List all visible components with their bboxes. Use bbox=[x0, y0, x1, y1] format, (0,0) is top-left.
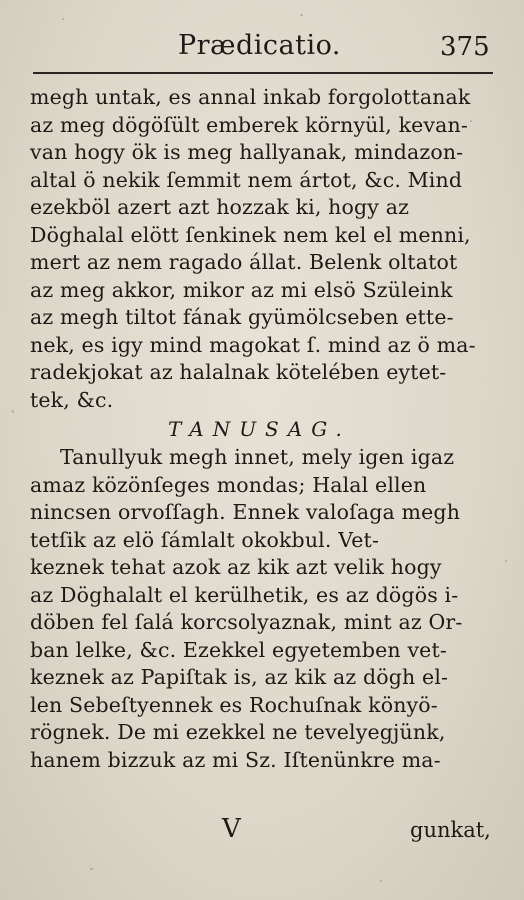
text-line: Tanullyuk megh innet, mely igen igaz bbox=[60, 445, 455, 469]
text-line: az megh tiltot fának gyümölcseben ette- bbox=[30, 305, 454, 329]
text-line: altal ö nekik ſemmit nem ártot, &c. Mind bbox=[30, 167, 463, 192]
section-heading: TANUSAG. bbox=[168, 417, 351, 441]
text-line: ban lelke, &c. Ezekkel egyetemben vet- bbox=[30, 637, 447, 662]
text-line: ezekböl azert azt hozzak ki, hogy az bbox=[30, 195, 410, 219]
page-header bbox=[0, 30, 524, 70]
text-line: van hogy ök is meg hallyanak, mindazon- bbox=[30, 140, 464, 164]
text-line: keznek tehat azok az kik azt velik hogy bbox=[30, 555, 442, 579]
text-line: amaz közönſeges mondas; Halal ellen bbox=[30, 472, 427, 497]
text-line: tetſik az elö ſámlalt okokbul. Vet- bbox=[30, 527, 380, 552]
text-line: nek, es igy mind magokat ſ. mind az ö ma- bbox=[30, 332, 476, 357]
header-rule bbox=[33, 72, 493, 74]
text-line: az Döghalalt el kerülhetik, es az dögös i- bbox=[30, 582, 459, 607]
text-line: keznek az Papiſtak is, az kik az dögh el- bbox=[30, 665, 449, 689]
text-line: Döghalal elött ſenkinek nem kel el menni, bbox=[30, 222, 471, 247]
text-line: az meg akkor, mikor az mi elsö Szüleink bbox=[30, 277, 453, 302]
text-line: radekjokat az halalnak kötelében eytet- bbox=[30, 360, 447, 384]
text-line: tek, &c. bbox=[30, 387, 114, 412]
text-line: az meg dögöſült emberek környül, kevan- bbox=[30, 112, 468, 137]
text-line: döben fel ſalá korcsolyaznak, mint az Or- bbox=[30, 610, 463, 634]
text-line: nincsen orvoſſagh. Ennek valoſaga megh bbox=[30, 500, 461, 524]
text-line: len Sebeſtyennek es Rochuſnak könyö- bbox=[30, 692, 438, 717]
page-footer bbox=[0, 814, 524, 854]
running-title: Prædicatio. bbox=[178, 30, 341, 61]
signature-mark: V bbox=[222, 814, 241, 844]
page-number: 375 bbox=[440, 32, 490, 62]
catchword: gunkat, bbox=[410, 818, 491, 842]
text-line: mert az nem ragado állat. Belenk oltatot bbox=[30, 250, 458, 274]
text-line: hanem bizzuk az mi Sz. Iſtenünkre ma- bbox=[30, 747, 441, 772]
text-line: megh untak, es annal inkab forgolottanak bbox=[30, 85, 471, 109]
body-text bbox=[30, 84, 500, 774]
text-line: rögnek. De mi ezekkel ne tevelyegjünk, bbox=[30, 720, 446, 744]
